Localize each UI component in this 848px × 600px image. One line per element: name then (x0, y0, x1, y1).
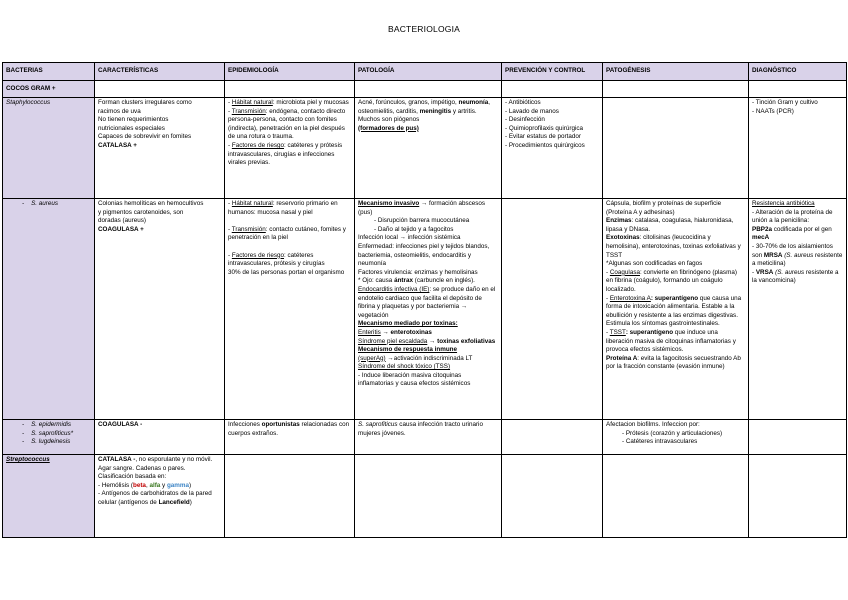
cell-patologia: Mecanismo invasivo → formación abscesos (pus) - Disrupción barrera mucocutánea - Daño al tejido y a fagocitos Infección local → infección sistémica Enfermedad: infecciones piel y tejidos blandos, bacteriemia, osteomielitis, endocarditis y neumonía Factores virulencia: enzimas y hemolisinas * Ojo: causa ántrax (carbuncle en inglés). Endocarditis infectiva (IE): se produce daño en el endotelio cardiaco que facilita el depósito de fibrina y plaquetas y por bacteriemia → vegetación Mecanismo mediado por toxinas: Enteritis → enterotoxinas Síndrome piel escaldada → toxinas exfoliativas Mecanismo de respuesta inmune (superAg) →activación indiscriminada LT Síndrome del shock tóxico (TSS) - Induce liberación masiva citoquinas inflamatorias y causa efectos sistémicos (355, 199, 502, 420)
coagulasa-label: COAGULASA + (98, 225, 144, 233)
cell-bacteria: - S. epidermidis - S. saprofiticus* - S. lugdeinesis (3, 420, 95, 455)
table-row-coagulasa-neg (3, 420, 847, 455)
bacteria-name: Streptococcus (6, 456, 50, 463)
bacteriology-table (2, 62, 847, 538)
col-header-caracteristicas: CARACTERÍSTICAS (95, 63, 225, 81)
bacteria-name: S. aureus (31, 200, 59, 207)
cell-caracteristicas: CATALASA -, no esporulante y no móvil. Agar sangre. Cadenas o pares. Clasificación basada en: - Hemólisis (beta, alfa y gamma) - Antígenos de carbohidratos de la pared celular (antígenos de Lancefield) (95, 455, 225, 538)
cell-bacteria: - S. aureus (3, 199, 95, 420)
bacteria-name: S. saprofiticus* (31, 429, 74, 437)
section-label: COCOS GRAM + (3, 81, 95, 98)
col-header-bacterias: BACTERIAS (3, 63, 95, 81)
cell-bacteria (3, 98, 95, 199)
cell-caracteristicas (95, 420, 225, 455)
cell-prevencion: - Antibióticos - Lavado de manos - Desinfección - Quimioprofilaxis quirúrgica - Evitar estatus de portador - Procedimientos quirúrgicos (502, 98, 603, 199)
bacteria-name: Staphylococcus (6, 99, 51, 106)
cell-diagnostico (749, 455, 847, 538)
cell-caracteristicas: Forman clusters irregulares como racimos de uva No tienen requerimientos nutricionales especiales Capaces de sobrevivir en fomites CATALASA + (95, 98, 225, 199)
cell-patogenesis: Afectacion biofilms. Infeccion por: - Prótesis (corazón y articulaciones) - Catéteres intravasculares (603, 420, 749, 455)
cell-epidemiologia: - Hábitat natural: reservorio primario en humanos: mucosa nasal y piel - Transmisión: contacto cutáneo, fomites y penetración en la piel - Factores de riesgo: catéteres intravasculares, prótesis y cirugías 30% de las personas portan el organismo (225, 199, 355, 420)
col-header-diagnostico: DIAGNÓSTICO (749, 63, 847, 81)
cell-diagnostico: Resistencia antibiótica - Alteración de la proteína de unión a la penicilina: PBP2a codificada por el gen mecA - 30-70% de los aislamientos son MRSA (S. aureus resistente a meticilina) - VRSA (S. aureus resistente a la vancomicina) (749, 199, 847, 420)
table-row-staphylococcus (3, 98, 847, 199)
cell-patologia: S. saprofiticus causa infección tracto urinario mujeres jóvenes. (355, 420, 502, 455)
col-header-patologia: PATOLOGÍA (355, 63, 502, 81)
coagulasa-label: COAGULASA - (98, 421, 143, 428)
cell-epidemiologia: Infecciones oportunistas relacionadas con cuerpos extraños. (225, 420, 355, 455)
bacteria-name: S. epidermidis (31, 421, 72, 428)
cell-epidemiologia (225, 455, 355, 538)
cell-patologia (355, 455, 502, 538)
col-header-prevencion: PREVENCIÓN Y CONTROL (502, 63, 603, 81)
cell-diagnostico (749, 420, 847, 455)
col-header-epidemiologia: EPIDEMIOLOGÍA (225, 63, 355, 81)
document-title: BACTERIOLOGIA (387, 24, 461, 34)
cell-prevencion (502, 455, 603, 538)
section-row-cocos (3, 81, 847, 98)
cell-patologia: Acné, forúnculos, granos, impétigo, neumonía, osteomielitis, carditis, meningitis y artritis. Muchos son piógenos (formadores de pus) (355, 98, 502, 199)
cell-caracteristicas: Colonias hemolíticas en hemocultivos y pigmentos carotenoides, son doradas (aureus) COAGULASA + (95, 199, 225, 420)
table-row-s-aureus (3, 199, 847, 420)
cell-patogenesis (603, 98, 749, 199)
cell-diagnostico: - Tinción Gram y cultivo - NAATs (PCR) (749, 98, 847, 199)
cell-prevencion (502, 199, 603, 420)
cell-epidemiologia: - Hábitat natural: microbiota piel y mucosas - Transmisión: endógena, contacto directo persona-persona, contacto con fomites (indirecta), penetración en la piel después de una rotura o trauma. - Factores de riesgo: catéteres y prótesis intravasculares, cirugías e infecciones virales previas. (225, 98, 355, 199)
cell-bacteria (3, 455, 95, 538)
bacteria-name: S. lugdeinesis (31, 438, 71, 446)
cell-patogenesis: Cápsula, biofilm y proteínas de superficie (Proteína A y adhesinas) Enzimas: catalasa, coagulasa, hialuronidasa, lipasa y DNasa. Exotoxinas: citolisinas (leucocidina y hemolisina), enterotoxinas, toxinas exfoliativas y TSST *Algunas son codificadas en fagos - Coagulasa: convierte en fibrinógeno (plasma) en fibrina (coágulo), formando un coágulo localizado. - Enterotoxina A: superantígeno que causa una forma de intoxicación alimentaria. Estable a la ebullición y resistente a las enzimas digestivas. Estimula los síntomas gastrointestinales. - TSST: superantígeno que induce una liberación masiva de citoquinas inflamatorias y provoca efectos sistémicos. Proteína A: evita la fagocitosis secuestrando Ab por la fracción constante (evasión inmune) (603, 199, 749, 420)
catalasa-label: CATALASA + (98, 141, 137, 149)
cell-prevencion (502, 420, 603, 455)
table-row-streptococcus (3, 455, 847, 538)
header-row (3, 63, 847, 81)
cell-patogenesis (603, 455, 749, 538)
col-header-patogenesis: PATOGÉNESIS (603, 63, 749, 81)
